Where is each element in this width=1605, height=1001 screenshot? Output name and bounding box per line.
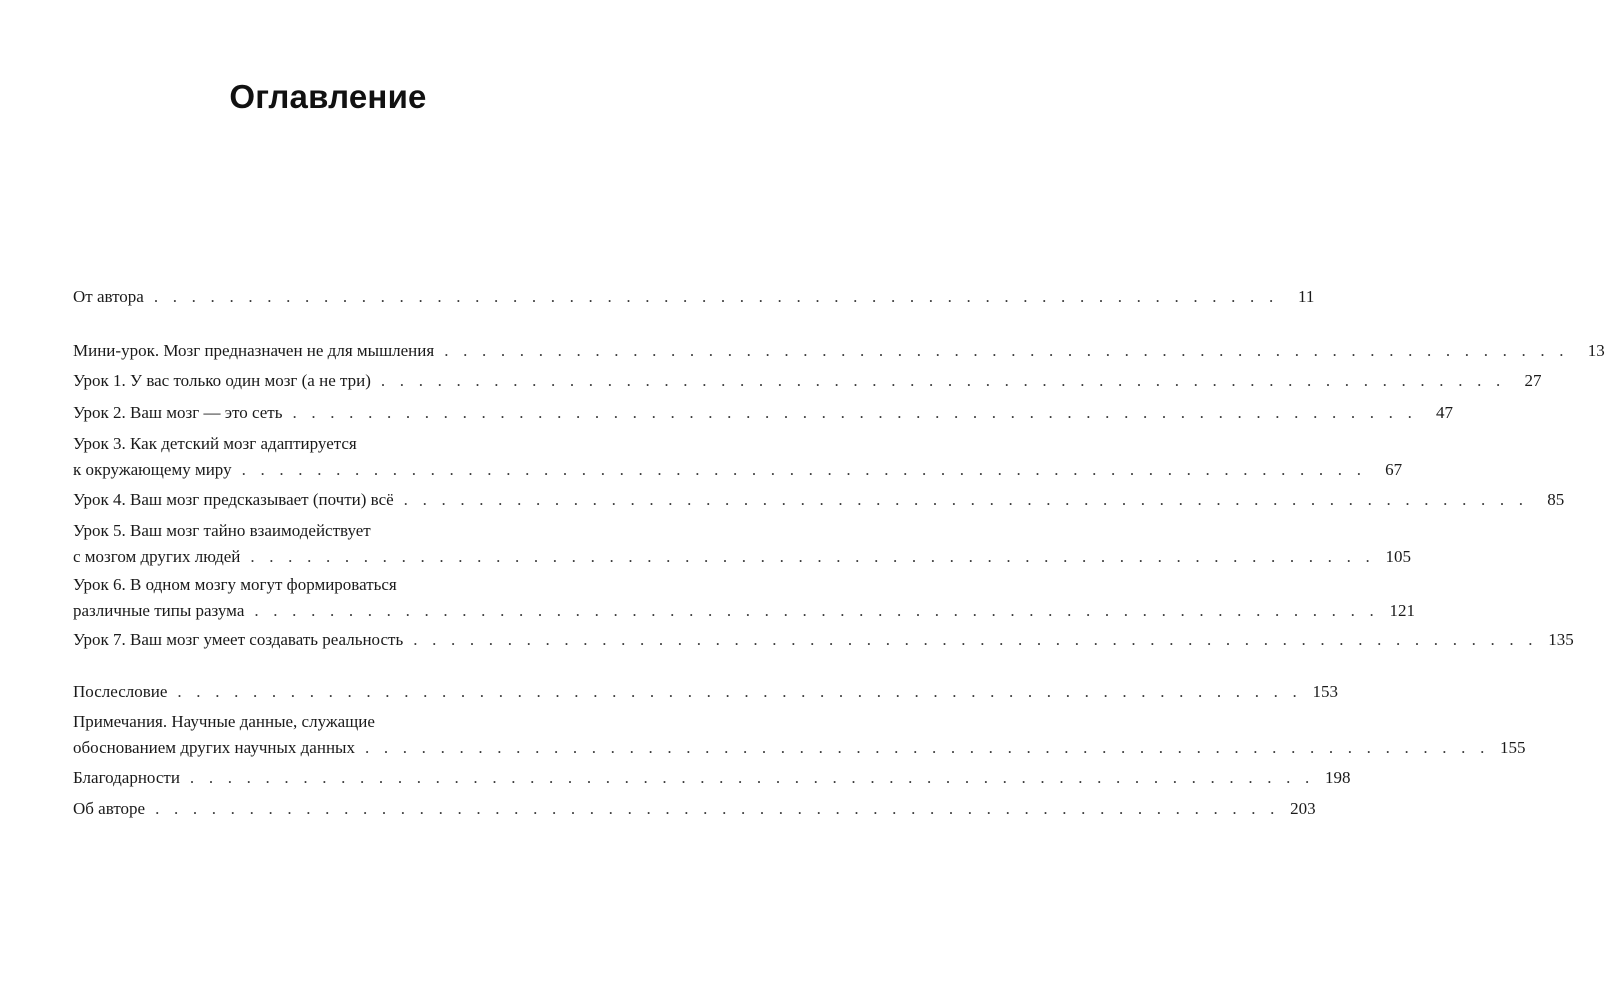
dot-leader: . . . . . . . . . . . . . . . . . . . . . . . . . . . . . . . . . . . . . . . . . . . . . . . . . . . . . . . . . . . . — [380, 371, 1506, 390]
toc-entry-title: Урок 4. Ваш мозг предсказывает (почти) всё — [73, 490, 394, 509]
dot-leader: . . . . . . . . . . . . . . . . . . . . . . . . . . . . . . . . . . . . . . . . . . . . . . . . . . . . . . . . . . . . — [364, 738, 1490, 757]
toc-entry-title: Об авторе — [73, 799, 146, 818]
dot-leader: . . . . . . . . . . . . . . . . . . . . . . . . . . . . . . . . . . . . . . . . . . . . . . . . . . . . . . . . . . . . — [413, 630, 1538, 649]
toc-entry-lesson-7[interactable] — [73, 627, 1574, 653]
dot-leader: . . . . . . . . . . . . . . . . . . . . . . . . . . . . . . . . . . . . . . . . . . . . . . . . . . . . . . . . . . . . — [155, 799, 1280, 818]
toc-entry-about-author[interactable] — [73, 796, 1316, 822]
toc-page-number: 198 — [1324, 768, 1351, 787]
dot-leader: . . . . . . . . . . . . . . . . . . . . . . . . . . . . . . . . . . . . . . . . . . . . . . . . . . . . . . . . . . . . — [250, 547, 1375, 566]
toc-page-number: 155 — [1500, 738, 1526, 757]
toc-entry-title: Урок 5. Ваш мозг тайно взаимодействует — [73, 521, 371, 540]
dot-leader: . . . . . . . . . . . . . . . . . . . . . . . . . . . . . . . . . . . . . . . . . . . . . . . . . . . . . . . . . . . . — [403, 490, 1529, 509]
toc-entry-title-continued: с мозгом других людей — [73, 547, 241, 566]
toc-entry-lesson-1[interactable] — [73, 368, 1542, 394]
dot-leader: . . . . . . . . . . . . . . . . . . . . . . . . . . . . . . . . . . . . . . . . . . . . . . . . . . . . . . . . . . . . — [189, 768, 1315, 787]
toc-page-number: 135 — [1548, 630, 1574, 649]
toc-entry-title: Примечания. Научные данные, служащие — [73, 712, 375, 731]
dot-leader: . . . . . . . . . . . . . . . . . . . . . . . . . . . . . . . . . . . . . . . . . . . . . . . . . . . . . . . . . . . . — [292, 403, 1418, 422]
dot-leader: . . . . . . . . . . . . . . . . . . . . . . . . . . . . . . . . . . . . . . . . . . . . . . . . . . . . . . . . . . . . — [254, 601, 1379, 620]
dot-leader: . . . . . . . . . . . . . . . . . . . . . . . . . . . . . . . . . . . . . . . . . . . . . . . . . . . . . . . . . . . . — [241, 460, 1367, 479]
toc-page-number: 27 — [1524, 371, 1542, 390]
toc-entry-mini-lesson[interactable] — [73, 338, 1605, 364]
toc-page-number: 47 — [1436, 403, 1454, 422]
toc-entry-title-continued: к окружающему миру — [73, 460, 232, 479]
toc-entry-title: Урок 6. В одном мозгу могут формироваться — [73, 575, 397, 594]
toc-entry-lesson-2[interactable] — [73, 400, 1454, 426]
toc-entry-lesson-6[interactable] — [73, 572, 1415, 624]
toc-page-number: 13 — [1587, 341, 1605, 360]
toc-entry-title: Урок 7. Ваш мозг умеет создавать реальность — [73, 630, 404, 649]
toc-entry-foreword[interactable] — [73, 284, 1315, 310]
toc-page-number: 121 — [1389, 601, 1415, 620]
toc-entry-title-continued: различные типы разума — [73, 601, 245, 620]
dot-leader: . . . . . . . . . . . . . . . . . . . . . . . . . . . . . . . . . . . . . . . . . . . . . . . . . . . . . . . . . . . . — [444, 341, 1569, 360]
toc-entry-lesson-5[interactable] — [73, 518, 1411, 570]
dot-leader: . . . . . . . . . . . . . . . . . . . . . . . . . . . . . . . . . . . . . . . . . . . . . . . . . . . . . . . . . . . . — [153, 287, 1279, 306]
toc-entry-title: Урок 3. Как детский мозг адаптируется — [73, 434, 357, 453]
toc-entry-acknowledgments[interactable] — [73, 765, 1351, 791]
toc-entry-title: Мини-урок. Мозг предназначен не для мышления — [73, 341, 435, 360]
page-title: Оглавление — [229, 78, 427, 115]
toc-entry-notes[interactable] — [73, 709, 1526, 761]
toc-entry-lesson-3[interactable] — [73, 431, 1403, 483]
toc-page-number: 67 — [1385, 460, 1403, 479]
toc-page-number: 105 — [1385, 547, 1411, 566]
toc-entry-title: Благодарности — [73, 768, 180, 787]
toc-entry-title: Послесловие — [73, 682, 168, 701]
dot-leader: . . . . . . . . . . . . . . . . . . . . . . . . . . . . . . . . . . . . . . . . . . . . . . . . . . . . . . . . . . . . — [177, 682, 1302, 701]
toc-entry-lesson-4[interactable] — [73, 487, 1565, 513]
toc-page-number: 153 — [1312, 682, 1338, 701]
toc-page-number: 11 — [1298, 287, 1315, 306]
toc-page-number: 203 — [1290, 799, 1316, 818]
toc-entry-afterword[interactable] — [73, 679, 1338, 705]
toc-entry-title: Урок 1. У вас только один мозг (а не три) — [73, 371, 371, 390]
toc-entry-title: От автора — [73, 287, 144, 306]
toc-entry-title: Урок 2. Ваш мозг — это сеть — [73, 403, 283, 422]
toc-entry-title-continued: обоснованием других научных данных — [73, 738, 355, 757]
toc-page-number: 85 — [1547, 490, 1565, 509]
